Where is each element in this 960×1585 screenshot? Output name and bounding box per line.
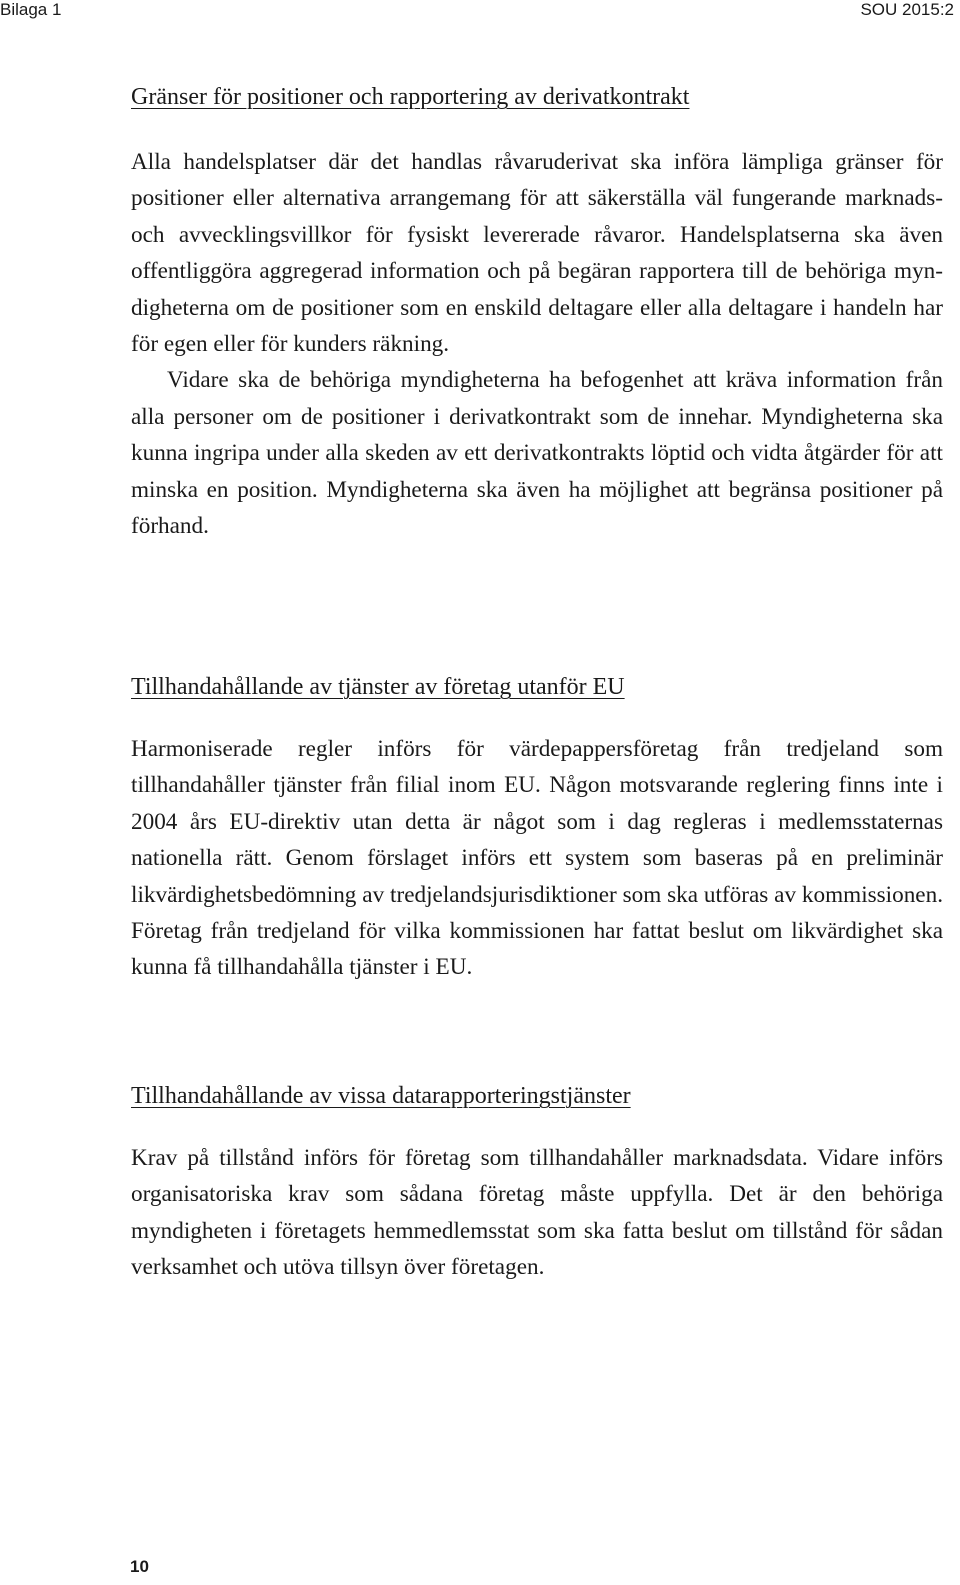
section-body-data-reporting-services xyxy=(131,1140,943,1286)
header-report-id: SOU 2015:2 xyxy=(860,0,954,19)
section-heading-third-country-services: Tillhandahållande av tjänster av företag utanför EU xyxy=(131,674,625,700)
paragraph: Krav på tillstånd införs för företag som tillhandahåller marknadsdata. Vidare införs organisatoriska krav som sådana företag måste uppfylla. Det är den behöriga myndigheten i företagets hemmedlemsstat som ska fatta beslut om tillstånd för sådan verksamhet och utöva tillsyn över företagen. xyxy=(131,1145,943,1281)
section-body-position-limits xyxy=(131,144,943,544)
page-number: 10 xyxy=(130,1557,149,1576)
paragraph: Harmoniserade regler införs för värdepappersföretag från tredjeland som tillhandahåller tjänster från filial inom EU. Någon motsvarande reglering finns inte i 2004 års EU-direktiv utan detta är något som i dag regleras i medlemsstaternas nationella rätt. Genom förslaget införs ett system som baseras på en preliminär likvärdighetsbedömning av tredjelandsjurisdiktioner som ska utföras av kommissionen. Företag från tredjeland för vilka kommissionen har fattat beslut om likvärdighet ska kunna få tillhandahålla tjänster i EU. xyxy=(131,736,943,981)
paragraph: Alla handelsplatser där det handlas råvaruderivat ska införa lämpliga gränser för positioner eller alternativa arrangemang för att säkerställa väl fungerande marknads- och avvecklingsvillkor för fysiskt levererade råvaror. Handelsplatserna ska även offentliggöra aggregerad information och på begäran rapportera till de behöriga myndigheterna om de positioner som en enskild deltagare eller alla deltagare i handeln har för egen eller för kunders räkning. xyxy=(131,149,943,358)
paragraph: Vidare ska de behöriga myndigheterna ha befogenhet att kräva information från alla personer om de positioner i derivatkontrakt som de innehar. Myndigheterna ska kunna ingripa under alla skeden av ett derivatkontrakts löptid och vidta åtgärder för att minska en position. Myndigheterna ska även ha möjlighet att begränsa positioner på förhand. xyxy=(131,367,943,540)
section-heading-data-reporting-services: Tillhandahållande av vissa datarapporteringstjänster xyxy=(131,1083,631,1109)
header-appendix-label: Bilaga 1 xyxy=(0,0,62,19)
section-body-third-country-services xyxy=(131,731,943,986)
section-heading-position-limits: Gränser för positioner och rapportering av derivatkontrakt xyxy=(131,84,690,110)
